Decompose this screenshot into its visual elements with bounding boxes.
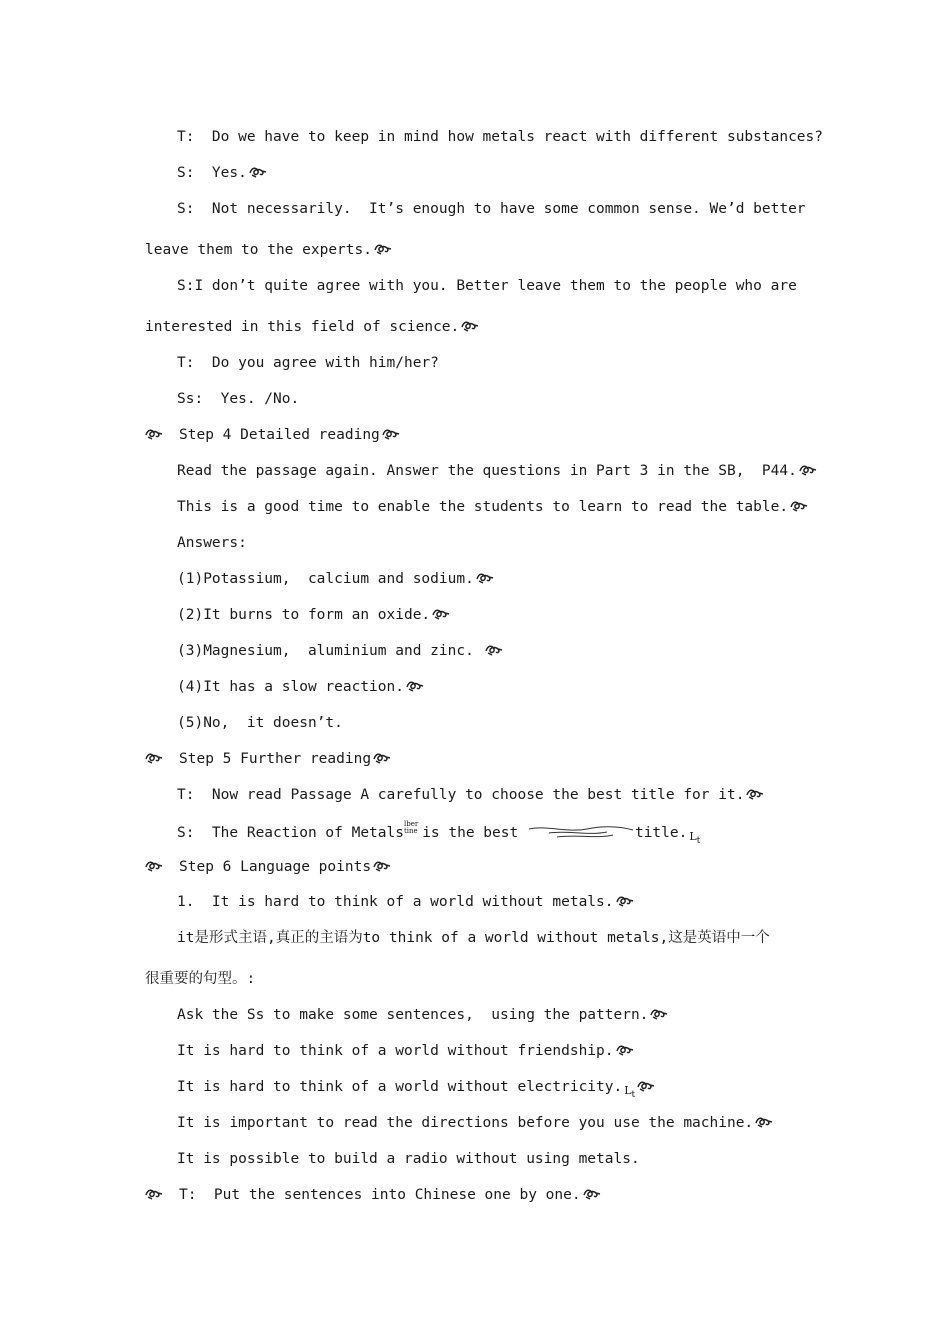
dialogue-line: leave them to the experts.	[145, 240, 392, 260]
scribble-icon	[790, 500, 808, 512]
step-heading: Step 4 Detailed reading	[145, 425, 400, 445]
scribble-icon	[746, 788, 764, 800]
dialogue-line: T: Put the sentences into Chinese one by one.	[145, 1185, 601, 1205]
scribble-icon	[583, 1188, 601, 1200]
answer-item: (1)Potassium, calcium and sodium.	[177, 569, 494, 589]
scribble-icon	[799, 464, 817, 476]
answer-item: (2)It burns to form an oxide.	[177, 605, 450, 625]
scribble-icon	[249, 166, 267, 178]
dialogue-line: T: Do we have to keep in mind how metals react with different substances?	[177, 129, 824, 145]
scribble-icon	[485, 644, 503, 656]
answers-label: Answers:	[177, 535, 247, 551]
dialogue-line: S:I don’t quite agree with you. Better leave them to the people who are	[177, 278, 797, 294]
dialogue-line: T: Now read Passage A carefully to choose the best title for it.	[177, 785, 764, 805]
scribble-icon	[374, 243, 392, 255]
explanation-line: 很重要的句型。:	[145, 971, 256, 987]
instruction-line: Ask the Ss to make some sentences, using the pattern.	[177, 1005, 668, 1025]
superscript-mark: lber tine	[403, 820, 419, 835]
answer-item: (5)No, it doesn’t.	[177, 715, 343, 731]
instruction-line: Read the passage again. Answer the questions in Part 3 in the SB, P44.	[177, 461, 817, 481]
dialogue-line: interested in this field of science.	[145, 317, 479, 337]
scribble-icon	[616, 1044, 634, 1056]
step-heading: Step 6 Language points	[145, 857, 391, 877]
scribble-icon	[145, 750, 163, 762]
scribble-icon	[145, 1186, 163, 1198]
dialogue-line: T: Do you agree with him/her?	[177, 355, 439, 371]
example-sentence: It is possible to build a radio without using metals.	[177, 1151, 640, 1167]
scribble-icon	[616, 895, 634, 907]
step-heading: Step 5 Further reading	[145, 749, 391, 769]
scribble-icon	[373, 752, 391, 764]
scribble-icon	[145, 426, 163, 438]
scribble-icon	[382, 428, 400, 440]
example-sentence: It is hard to think of a world without electricity. $_{L_t}$	[177, 1077, 655, 1105]
example-sentence: It is important to read the directions before you use the machine.	[177, 1113, 773, 1133]
stray-mark: Lt	[689, 830, 701, 847]
dialogue-line: S: Yes.	[177, 163, 267, 183]
scribble-icon	[476, 572, 494, 584]
instruction-line: This is a good time to enable the students to learn to read the table.	[177, 497, 808, 517]
scribble-icon	[406, 680, 424, 692]
scribble-icon	[650, 1008, 668, 1020]
answer-item: (4)It has a slow reaction.	[177, 677, 424, 697]
language-point: 1. It is hard to think of a world without metals.	[177, 892, 634, 912]
scribble-icon	[755, 1116, 773, 1128]
scribble-icon	[461, 320, 479, 332]
stray-mark: Lt	[624, 1084, 636, 1101]
explanation-line: it是形式主语,真正的主语为to think of a world without metals,这是英语中一个	[177, 930, 770, 946]
answer-item: (3)Magnesium, aluminium and zinc.	[177, 641, 503, 661]
scribble-icon	[637, 1080, 655, 1092]
wavy-underline-mark	[527, 825, 635, 839]
dialogue-line: Ss: Yes. /No.	[177, 391, 300, 407]
example-sentence: It is hard to think of a world without friendship.	[177, 1041, 634, 1061]
scribble-icon	[145, 858, 163, 870]
scribble-icon	[432, 608, 450, 620]
dialogue-line: S: Not necessarily. It’s enough to have some common sense. We’d better	[177, 201, 806, 217]
dialogue-line: S: The Reaction of Metalslber tine is the best title. $_{L_t}$	[177, 820, 701, 847]
scribble-icon	[373, 860, 391, 872]
